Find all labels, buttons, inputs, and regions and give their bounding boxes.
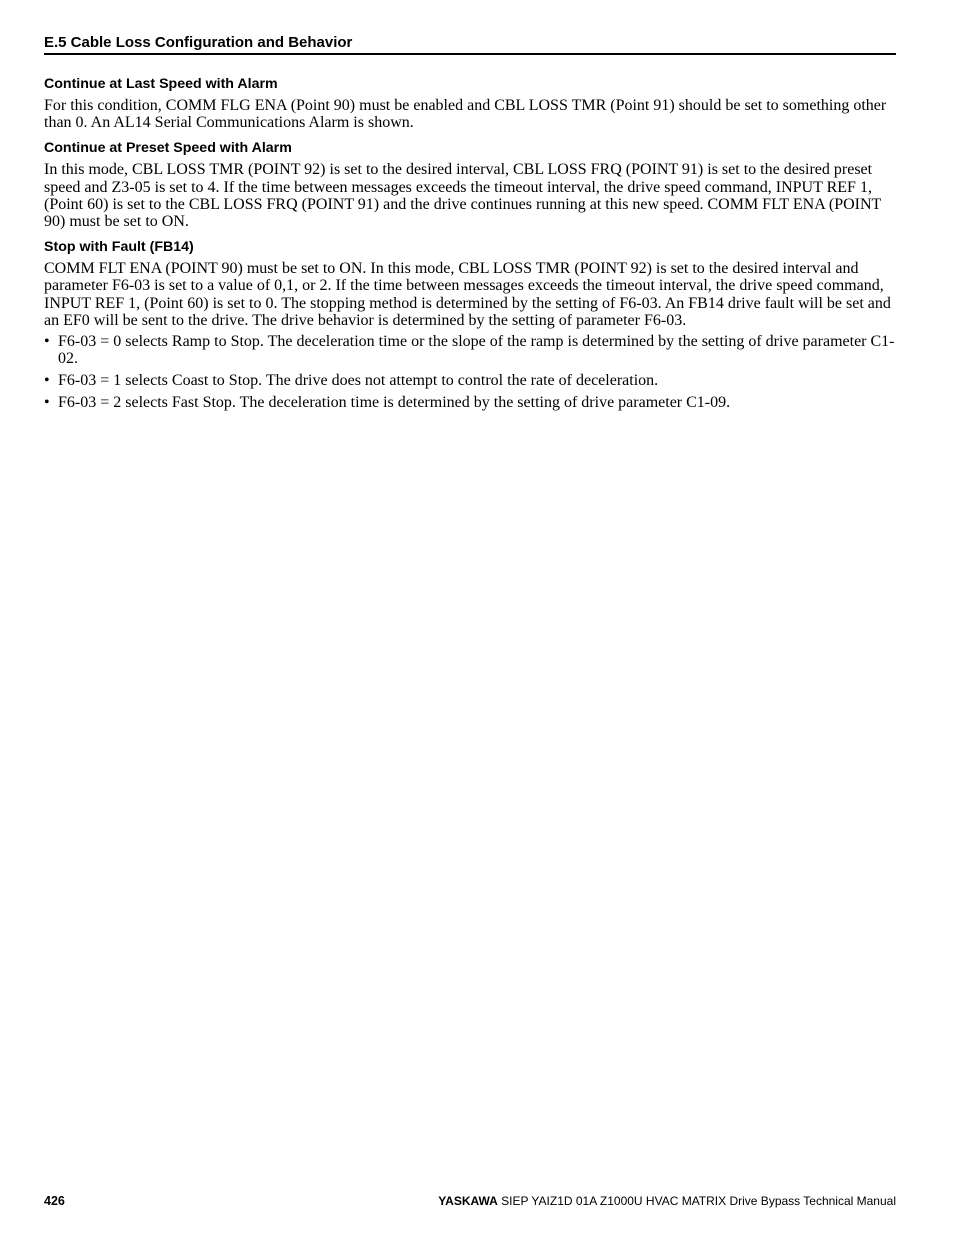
list-item (44, 333, 897, 367)
paragraph-stop-with-fault: COMM FLT ENA (POINT 90) must be set to ON. In this mode, CBL LOSS TMR (POINT 92) is set to the desired interval and parameter F6-03 is set to a value of 0,1, or 2. If the time between messages exceeds the timeout interval, the drive speed command, INPUT REF 1, (Point 60) is set to 0. The stopping method is determined by the setting of F6-03. An FB14 drive fault will be set and an EF0 will be sent to the drive. The drive behavior is determined by the setting of parameter F6-03. (44, 260, 891, 329)
paragraph-last-speed: For this condition, COMM FLG ENA (Point 90) must be enabled and CBL LOSS TMR (Point 91) should be set to something other than 0. An AL14 Serial Communications Alarm is shown. (44, 97, 887, 132)
page-number: 426 (44, 1194, 65, 1208)
list-item-text: F6-03 = 1 selects Coast to Stop. The drive does not attempt to control the rate of deceleration. (58, 371, 659, 389)
list-item-text: F6-03 = 0 selects Ramp to Stop. The deceleration time or the slope of the ramp is determined by the setting of drive parameter C1-02. (58, 333, 895, 368)
section-heading-preset-speed: Continue at Preset Speed with Alarm (44, 140, 292, 157)
footer-manual-title (438, 1194, 896, 1208)
list-item (44, 394, 897, 411)
list-item (44, 372, 897, 389)
bullet-icon: • (44, 371, 50, 389)
section-heading-last-speed: Continue at Last Speed with Alarm (44, 76, 278, 92)
paragraph-preset-speed: In this mode, CBL LOSS TMR (POINT 92) is set to the desired interval, CBL LOSS FRQ (POINT 91) is set to the desired preset speed and Z3-05 is set to 4. If the time between messages exceeds the timeout interval, the drive speed command, INPUT REF 1, (Point 60) is set to the CBL LOSS FRQ (POINT 91) and the drive continues running at this new speed. COMM FLT ENA (POINT 90) must be set to ON. (44, 161, 882, 231)
section-header: E.5 Cable Loss Configuration and Behavior (44, 34, 896, 55)
stop-method-list (44, 333, 897, 411)
list-item-text: F6-03 = 2 selects Fast Stop. The deceleration time is determined by the setting of drive parameter C1-09. (58, 393, 731, 411)
page-content (44, 76, 897, 415)
bullet-icon: • (44, 393, 50, 411)
section-heading-stop-with-fault: Stop with Fault (FB14) (44, 239, 194, 256)
footer-manual-name: SIEP YAIZ1D 01A Z1000U HVAC MATRIX Drive Bypass Technical Manual (497, 1194, 896, 1208)
bullet-icon: • (44, 333, 50, 351)
footer-brand: YASKAWA (438, 1194, 498, 1208)
